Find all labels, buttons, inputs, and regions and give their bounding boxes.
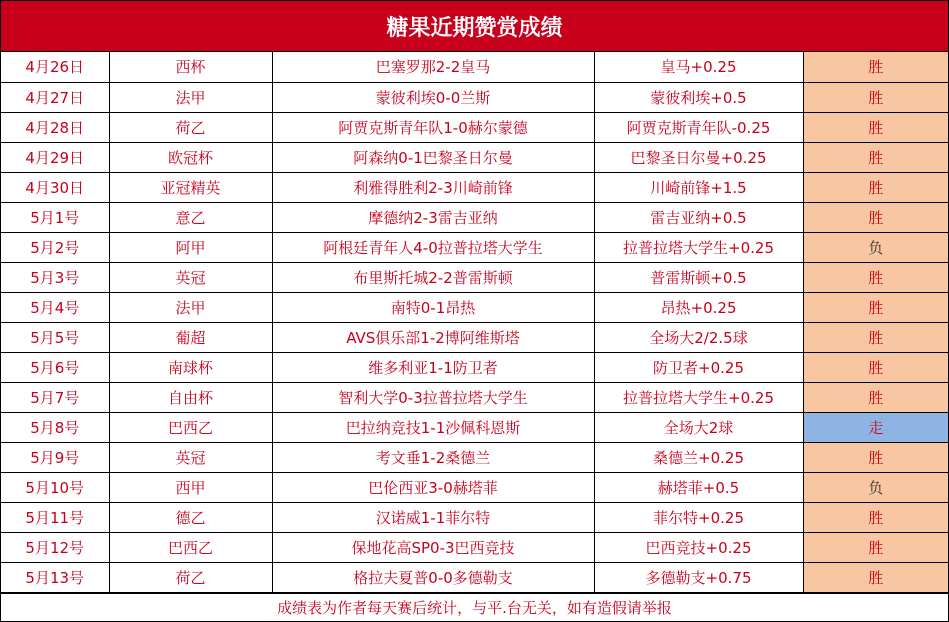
match-cell: 蒙彼利埃0-0兰斯 [272,82,594,112]
sheet-title: 糖果近期赞赏成绩 [1,1,948,52]
table-row [1,202,948,232]
table-row [1,52,948,82]
date-cell: 5月5号 [1,322,109,352]
pick-cell: 阿贾克斯青年队-0.25 [594,112,803,142]
league-cell: 法甲 [109,82,272,112]
match-cell: 阿贾克斯青年队1-0赫尔蒙德 [272,112,594,142]
table-row [1,112,948,142]
date-cell: 5月9号 [1,442,109,472]
date-cell: 5月1号 [1,202,109,232]
pick-cell: 赫塔菲+0.5 [594,472,803,502]
league-cell: 西杯 [109,52,272,82]
league-cell: 巴西乙 [109,412,272,442]
match-cell: 阿根廷青年人4-0拉普拉塔大学生 [272,232,594,262]
pick-cell: 桑德兰+0.25 [594,442,803,472]
league-cell: 南球杯 [109,352,272,382]
pick-cell: 昂热+0.25 [594,292,803,322]
league-cell: 英冠 [109,442,272,472]
date-cell: 4月30日 [1,172,109,202]
result-cell: 胜 [803,112,948,142]
pick-cell: 巴西竞技+0.25 [594,532,803,562]
league-cell: 亚冠精英 [109,172,272,202]
date-cell: 5月13号 [1,562,109,592]
result-cell: 胜 [803,52,948,82]
match-cell: 保地花高SP0-3巴西竞技 [272,532,594,562]
date-cell: 5月8号 [1,412,109,442]
date-cell: 4月26日 [1,52,109,82]
match-cell: 摩德纳2-3雷吉亚纳 [272,202,594,232]
match-cell: 智利大学0-3拉普拉塔大学生 [272,382,594,412]
results-table-body [1,52,948,592]
result-cell: 胜 [803,292,948,322]
date-cell: 5月7号 [1,382,109,412]
result-cell: 负 [803,232,948,262]
table-row [1,442,948,472]
result-cell: 胜 [803,442,948,472]
result-cell: 胜 [803,82,948,112]
match-cell: 阿森纳0-1巴黎圣日尔曼 [272,142,594,172]
league-cell: 葡超 [109,322,272,352]
league-cell: 阿甲 [109,232,272,262]
table-row [1,412,948,442]
result-cell: 胜 [803,352,948,382]
result-cell: 走 [803,412,948,442]
date-cell: 4月28日 [1,112,109,142]
league-cell: 巴西乙 [109,532,272,562]
pick-cell: 蒙彼利埃+0.5 [594,82,803,112]
pick-cell: 拉普拉塔大学生+0.25 [594,382,803,412]
league-cell: 法甲 [109,292,272,322]
match-cell: 考文垂1-2桑德兰 [272,442,594,472]
date-cell: 4月27日 [1,82,109,112]
match-cell: 布里斯托城2-2普雷斯顿 [272,262,594,292]
table-row [1,382,948,412]
league-cell: 自由杯 [109,382,272,412]
pick-cell: 雷吉亚纳+0.5 [594,202,803,232]
pick-cell: 巴黎圣日尔曼+0.25 [594,142,803,172]
date-cell: 5月4号 [1,292,109,322]
result-cell: 胜 [803,382,948,412]
date-cell: 5月2号 [1,232,109,262]
table-row [1,172,948,202]
match-cell: 巴拉纳竞技1-1沙佩科恩斯 [272,412,594,442]
pick-cell: 普雷斯顿+0.5 [594,262,803,292]
table-row [1,322,948,352]
table-row [1,502,948,532]
result-cell: 胜 [803,202,948,232]
pick-cell: 全场大2球 [594,412,803,442]
table-row [1,232,948,262]
results-table [1,52,948,593]
result-cell: 胜 [803,142,948,172]
table-row [1,532,948,562]
pick-cell: 拉普拉塔大学生+0.25 [594,232,803,262]
result-cell: 胜 [803,532,948,562]
match-cell: 南特0-1昂热 [272,292,594,322]
result-cell: 胜 [803,322,948,352]
table-row [1,142,948,172]
date-cell: 5月11号 [1,502,109,532]
pick-cell: 全场大2/2.5球 [594,322,803,352]
result-cell: 胜 [803,172,948,202]
league-cell: 德乙 [109,502,272,532]
result-cell: 胜 [803,502,948,532]
pick-cell: 川崎前锋+1.5 [594,172,803,202]
result-cell: 胜 [803,262,948,292]
table-row [1,262,948,292]
pick-cell: 多德勒支+0.75 [594,562,803,592]
table-row [1,292,948,322]
match-cell: 巴伦西亚3-0赫塔菲 [272,472,594,502]
date-cell: 5月3号 [1,262,109,292]
table-row [1,352,948,382]
table-row [1,82,948,112]
date-cell: 5月12号 [1,532,109,562]
match-cell: 汉诺威1-1菲尔特 [272,502,594,532]
pick-cell: 菲尔特+0.25 [594,502,803,532]
result-cell: 胜 [803,562,948,592]
league-cell: 西甲 [109,472,272,502]
match-cell: 利雅得胜利2-3川崎前锋 [272,172,594,202]
league-cell: 欧冠杯 [109,142,272,172]
table-row [1,562,948,592]
league-cell: 荷乙 [109,562,272,592]
match-cell: 格拉夫夏普0-0多德勒支 [272,562,594,592]
match-cell: 维多利亚1-1防卫者 [272,352,594,382]
pick-cell: 防卫者+0.25 [594,352,803,382]
table-row [1,472,948,502]
league-cell: 意乙 [109,202,272,232]
league-cell: 荷乙 [109,112,272,142]
date-cell: 5月6号 [1,352,109,382]
result-cell: 负 [803,472,948,502]
footer-note: 成绩表为作者每天赛后统计，与平.台无关，如有造假请举报 [1,593,948,622]
date-cell: 4月29日 [1,142,109,172]
match-cell: 巴塞罗那2-2皇马 [272,52,594,82]
match-cell: AVS俱乐部1-2博阿维斯塔 [272,322,594,352]
pick-cell: 皇马+0.25 [594,52,803,82]
date-cell: 5月10号 [1,472,109,502]
league-cell: 英冠 [109,262,272,292]
